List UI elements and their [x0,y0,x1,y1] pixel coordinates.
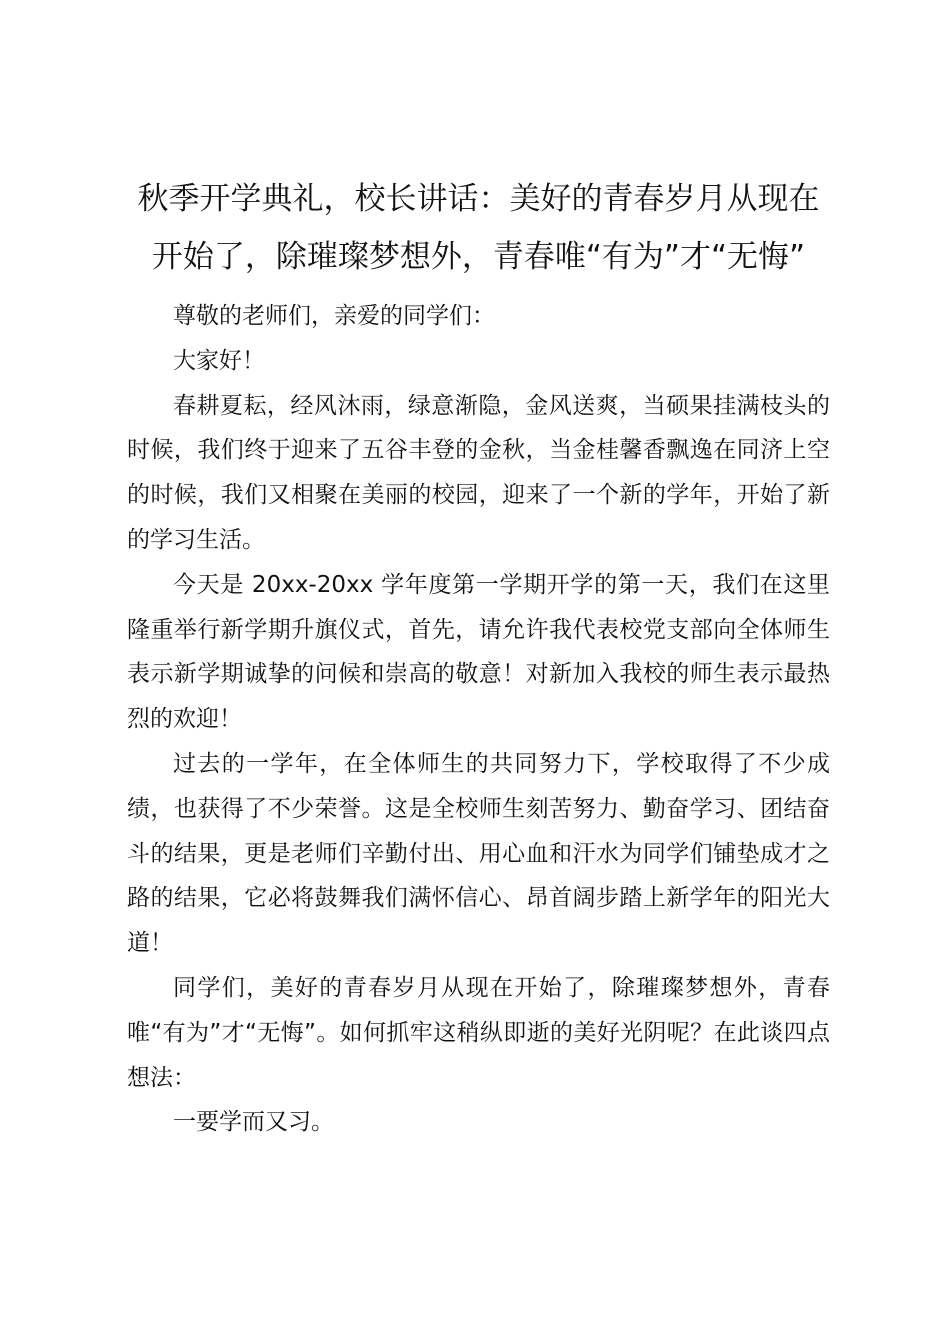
paragraph-point-one: 一要学而又习。 [173,1109,334,1136]
paragraph-today: 今天是 20xx-20xx 学年度第一学期开学的第一天，我们在这里隆重举行新学期升旗仪式，首先，请允许我代表校党支部向全体师生表示新学期诚挚的问候和崇高的敬意！对新加入我校的师生表示最热烈的欢迎！ [127,571,830,733]
paragraph-past-year: 过去的一学年，在全体师生的共同努力下，学校取得了不少成绩，也获得了不少荣誉。这是全校师生刻苦努力、勤奋学习、团结奋斗的结果，更是老师们辛勤付出、用心血和汗水为同学们铺垫成才之路的结果，它必将鼓舞我们满怀信心、昂首阔步踏上新学年的阳光大道！ [127,750,830,957]
paragraph-greeting: 大家好！ [173,347,265,374]
document-title: 秋季开学典礼，校长讲话：美好的青春岁月从现在开始了，除璀璨梦想外，青春唯“有为”才“无悔” [137,181,820,275]
paragraph-salutation: 尊敬的老师们，亲爱的同学们： [173,303,495,329]
document-body [127,294,830,1145]
paragraph-youth: 同学们，美好的青春岁月从现在开始了，除璀璨梦想外，青春唯“有为”才“无悔”。如何抓牢这稍纵即逝的美好光阴呢？在此谈四点想法： [127,974,830,1091]
paragraph-autumn: 春耕夏耘，经风沐雨，绿意渐隐，金风送爽，当硕果挂满枝头的时候，我们终于迎来了五谷丰登的金秋，当金桂馨香飘逸在同济上空的时候，我们又相聚在美丽的校园，迎来了一个新的学年，开始了新的学习生活。 [127,392,830,553]
